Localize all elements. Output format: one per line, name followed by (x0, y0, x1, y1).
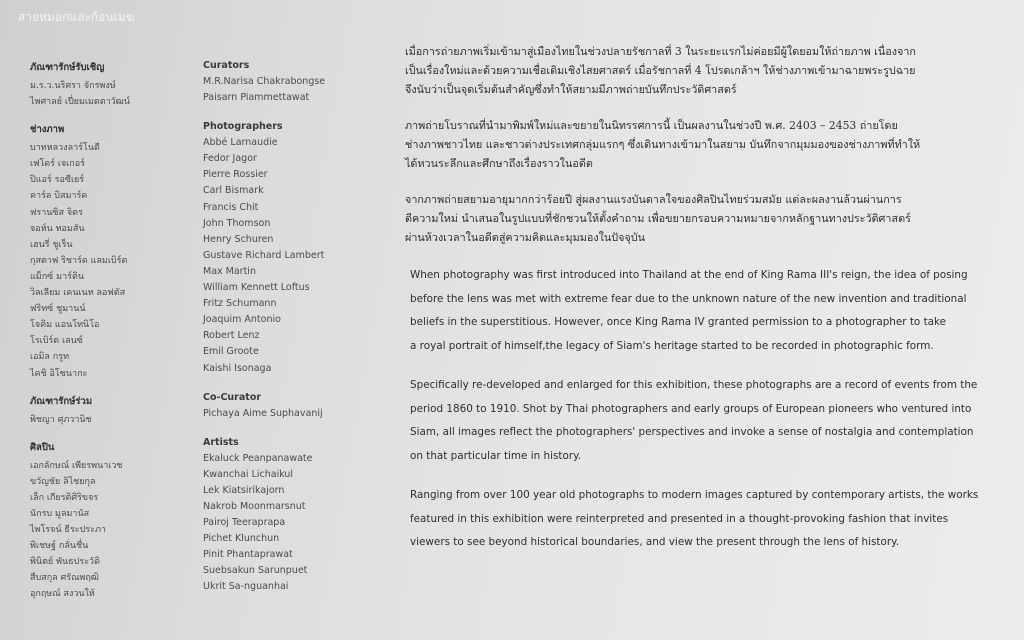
credit-name: เฟโดร์ เจเกอร์ (30, 159, 85, 170)
text-line: on that particular time in history. (410, 449, 582, 462)
credit-name: Pichaya Aime Suphavanij (203, 407, 323, 419)
credit-name: เอมิล กรูท (30, 352, 70, 363)
credit-name: วิลเลียม เคนเนท ลอฟตัส (30, 288, 126, 299)
credit-name: นักรบ มูลมานัส (30, 508, 90, 519)
credit-section (30, 122, 200, 381)
credit-name: บาทหลวงลาร์โนดี (30, 143, 100, 154)
credit-name: M.R.Narisa Chakrabongse (203, 76, 326, 87)
credit-name: Kwanchai Lichaikul (203, 468, 294, 480)
credit-name: Carl Bismark (203, 185, 264, 197)
credit-name: เอกลักษณ์ เพียรพนาเวช (30, 460, 123, 471)
credit-name: ขวัญชัย ลิไชยกุล (30, 476, 96, 487)
credit-section (203, 392, 383, 422)
credit-name: Fedor Jagor (203, 153, 257, 165)
credit-name: พิเชษฐ์ กลั่นชื่น (30, 541, 89, 552)
credit-heading: Co-Curator (203, 391, 262, 403)
credit-name: ไพโรจน์ ธีระประภา (30, 525, 106, 536)
credit-name: Suebsakun Sarunpuet (203, 565, 308, 577)
credit-name: Paisarn Piammettawat (203, 92, 310, 104)
text-line: viewers to see beyond historical boundaries, and view the present through the lens of history. (410, 536, 900, 548)
credit-name: Abbé Larnaudie (203, 137, 278, 149)
credit-heading: ภัณฑารักษ์รับเชิญ (30, 62, 105, 73)
credit-name: Joaquim Antonio (203, 314, 281, 326)
credit-name: พินิตย์ พันธประวัติ (30, 557, 100, 568)
credit-section (203, 437, 383, 596)
credit-heading: Curators (203, 60, 250, 71)
credit-name: แม็กซ์ มาร์ติน (30, 271, 84, 282)
credit-heading: ช่างภาพ (30, 124, 65, 136)
credit-name: Pichet Klunchun (203, 533, 280, 545)
credit-name: อุกฤษณ์ สงวนให้ (30, 589, 95, 600)
credit-name: ไคชิ อิโซนากะ (30, 368, 88, 379)
credit-name: จอห์น ทอมสัน (30, 223, 85, 234)
credit-heading: ศิลปิน (30, 441, 55, 453)
thai-paragraph (405, 42, 990, 99)
credit-name: Henry Schuren (203, 233, 274, 245)
credit-name: สืบสกุล ศรัณพฤฒิ (30, 573, 99, 584)
text-line: When photography was first introduced into Thailand at the end of King Rama III's reign, the idea of posing (410, 269, 968, 281)
credit-name: ฟริทซ์ ชูมานน์ (30, 304, 86, 315)
credit-name: John Thomson (203, 217, 271, 229)
credit-section (203, 121, 383, 376)
watermark: สายหมอกและก้อนเมฆ (18, 10, 135, 24)
text-line: featured in this exhibition were reinterpreted and presented in a thought-provoking fashion that invites (410, 512, 949, 525)
english-paragraph (405, 374, 990, 468)
text-line: beliefs in the superstitious. However, once King Rama IV granted permission to a photographer to take (410, 316, 947, 328)
credit-name: Ukrit Sa-nguanhai (203, 581, 289, 593)
credit-name: พิชญา ศุภวานิช (30, 414, 92, 425)
text-line: เมื่อการถ่ายภาพเริ่มเข้ามาสู่เมืองไทยในช่วงปลายรัชกาลที่ 3 ในระยะแรกไม่ค่อยมีผู้ใดยอมให้ถ่ายภาพ เนื่องจาก (405, 45, 916, 58)
thai-credits-column (30, 60, 200, 615)
text-line: a royal portrait of himself,the legacy of Siam's heritage started to be recorded in photographic form. (410, 339, 934, 352)
credit-name: โรเบิร์ต เลนซ์ (30, 336, 83, 347)
credit-section (30, 440, 200, 603)
text-line: เป็นเรื่องใหม่และด้วยความเชื่อเดิมเชิงไสยศาสตร์ เมื่อรัชกาลที่ 4 โปรดเกล้าฯ ให้ช่างภาพเข้ามาฉายพระรูปฉาย (405, 64, 916, 77)
credit-name: ไพศาลย์ เปี่ยมเมตตาวัฒน์ (30, 97, 130, 108)
credit-name: Lek Kiatsirikajorn (203, 484, 285, 496)
credit-name: Fritz Schumann (203, 298, 277, 310)
credit-heading: Photographers (203, 121, 283, 133)
thai-paragraph (405, 116, 990, 173)
credit-name: Ekaluck Peanpanawate (203, 452, 313, 464)
credit-name: Gustave Richard Lambert (203, 249, 325, 261)
text-line: ช่างภาพชาวไทย และชาวต่างประเทศกลุ่มแรกๆ ซึ่งเดินทางเข้ามาในสยาม บันทึกจากมุมมองของช่างภาพที่ทำให้ (405, 138, 921, 151)
credit-name: Pierre Rossier (203, 169, 268, 181)
credit-name: Max Martin (203, 265, 256, 277)
credit-name: เล็ก เกียรติศิริขจร (30, 492, 99, 503)
credit-name: Pinit Phantaprawat (203, 549, 293, 561)
credit-name: ม.ร.ว.นริศรา จักรพงษ์ (30, 81, 116, 91)
english-paragraph (405, 264, 990, 358)
text-line: ตีความใหม่ นำเสนอในรูปแบบที่ชักชวนให้ตั้งคำถาม เพื่อขยายกรอบความหมายจากหลักฐานทางประวัติศาสตร์ (405, 212, 911, 225)
credit-name: Robert Lenz (203, 330, 260, 342)
credit-name: Kaishi Isonaga (203, 362, 272, 374)
text-line: ได้หวนระลึกและศึกษาถึงเรื่องราวในอดีต (405, 157, 593, 170)
text-line: Siam, all images reflect the photographers' perspectives and invoke a sense of nostalgia and contemplation (410, 426, 974, 438)
credit-name: Emil Groote (203, 346, 259, 358)
credit-name: ปิแอร์ รอซีเยร์ (30, 175, 85, 186)
text-line: Specifically re-developed and enlarged for this exhibition, these photographs are a record of events from the (410, 379, 978, 391)
credit-heading: ภัณฑารักษ์ร่วม (30, 395, 93, 407)
credit-name: Pairoj Teeraprapa (203, 517, 286, 529)
credit-heading: Artists (203, 436, 239, 448)
credit-section (203, 60, 383, 106)
credit-name: เฮนรี่ ชูเร็น (30, 239, 73, 250)
credit-section (30, 394, 200, 428)
credit-name: ฟรานซิส จิตร (30, 207, 83, 218)
credit-name: กุสตาฟ ริชาร์ด แลมเบิร์ต (30, 255, 128, 266)
credit-name: โจคิม แอนโทนิโอ (30, 320, 100, 331)
credit-name: Francis Chit (203, 201, 259, 213)
text-line: จึงนับว่าเป็นจุดเริ่มต้นสำคัญซึ่งทำให้สยามมีภาพถ่ายบันทึกประวัติศาสตร์ (405, 83, 737, 96)
text-line: จากภาพถ่ายสยามอายุมากกว่าร้อยปี สู่ผลงานแรงบันดาลใจของศิลปินไทยร่วมสมัย แต่ละผลงานล้วนผ่านการ (405, 193, 902, 206)
text-line: ผ่านห้วงเวลาในอดีตสู่ความคิดและมุมมองในปัจจุบัน (405, 231, 645, 244)
exhibition-text (405, 42, 990, 571)
credit-name: Nakrob Moonmarsnut (203, 500, 306, 512)
text-line: ภาพถ่ายโบราณที่นำมาพิมพ์ใหม่และขยายในนิทรรศการนี้ เป็นผลงานในช่วงปี พ.ศ. 2403 – 2453 ถ่ายโดย (405, 119, 898, 132)
thai-paragraph (405, 190, 990, 247)
credit-name: คาร์ล บิสมาร์ค (30, 191, 88, 202)
text-line: period 1860 to 1910. Shot by Thai photographers and early groups of European pioneers who ventured into (410, 402, 972, 415)
english-credits-column (203, 60, 383, 611)
english-paragraph (405, 484, 990, 555)
credit-name: William Kennett Loftus (203, 282, 310, 294)
credit-section (30, 60, 200, 110)
text-line: before the lens was met with extreme fear due to the unknown nature of the new invention and traditional (410, 292, 967, 305)
text-line: Ranging from over 100 year old photographs to modern images captured by contemporary artists, the works (410, 489, 979, 501)
